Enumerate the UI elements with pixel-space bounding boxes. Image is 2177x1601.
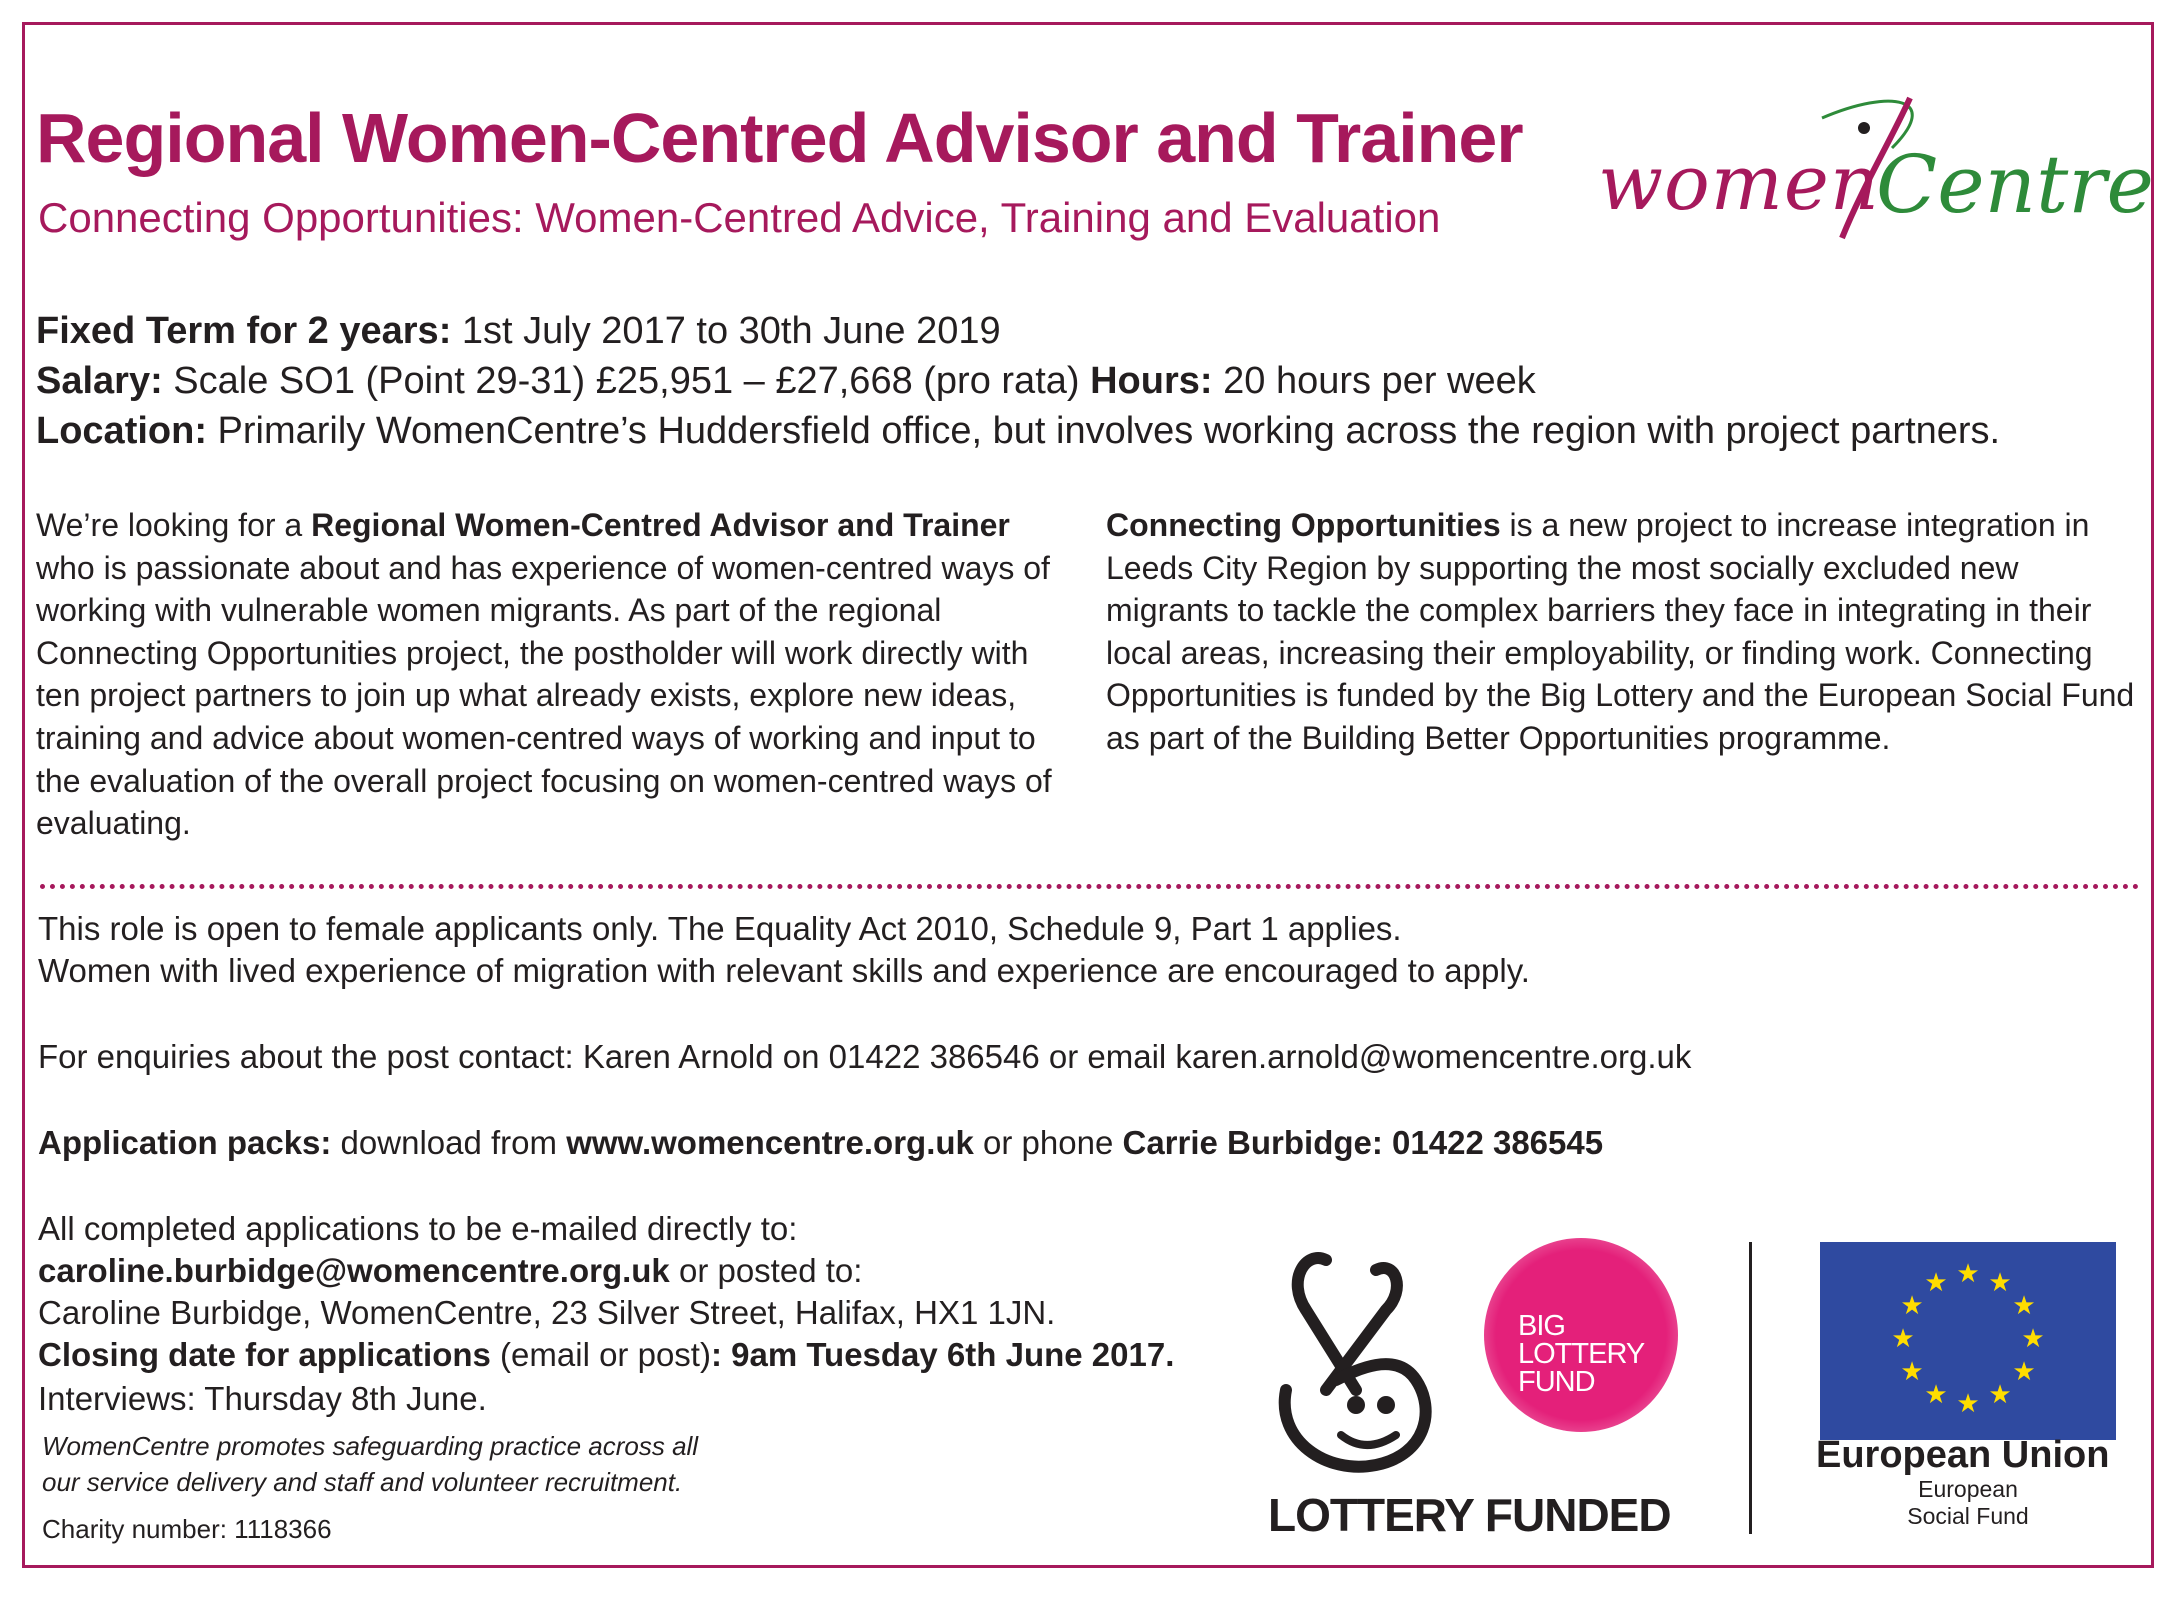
application-download: download from — [331, 1124, 567, 1161]
closing-value: : 9am Tuesday 6th June 2017. — [710, 1336, 1175, 1373]
application-line — [38, 1124, 1603, 1162]
logo-divider — [1749, 1242, 1752, 1534]
left-body: who is passionate about and has experience of women-centred ways of working with vulnerable women migrants. As part of the regional Connecting Opportunities project, the postholder will work directly with ten project partners to join up what already exists, explore new ideas, training and advice about women-centred ways of working and input to the evaluation of the overall project focusing on women-centred ways of evaluating. — [36, 549, 1052, 842]
salary-label: Salary: — [36, 360, 163, 402]
lottery-logo — [1266, 1240, 1446, 1485]
application-phone-text: or phone — [973, 1124, 1123, 1161]
left-column — [36, 504, 1066, 845]
svg-text:★: ★ — [1924, 1380, 1948, 1410]
salary-value: Scale SO1 (Point 29-31) £25,951 – £27,668 (pro rata) — [162, 360, 1091, 402]
location-label: Location: — [36, 410, 207, 452]
submission-email-line — [38, 1252, 862, 1290]
charity-number: Charity number: 1118366 — [42, 1514, 332, 1544]
eu-subtitle — [1820, 1476, 2116, 1530]
big-lottery-fund-text — [1518, 1312, 1644, 1396]
website-link[interactable]: www.womencentre.org.uk — [566, 1124, 974, 1161]
eu-sub-line-2: Social Fund — [1907, 1503, 2029, 1529]
eu-flag — [1820, 1242, 2116, 1440]
location-value: Primarily WomenCentre’s Huddersfield office, but involves working across the region with project partners. — [206, 410, 2001, 452]
eu-sub-line-1: European — [1918, 1476, 2018, 1502]
svg-text:★: ★ — [2012, 1291, 2036, 1321]
page-title: Regional Women-Centred Advisor and Trainer — [36, 99, 1523, 177]
hours-label: Hours: — [1090, 360, 1213, 402]
application-contact: Carrie Burbidge: 01422 386545 — [1122, 1124, 1604, 1161]
logo-centre-text: Centre — [1876, 138, 2154, 231]
big-line-1: BIG — [1518, 1310, 1565, 1342]
svg-text:★: ★ — [1956, 1389, 1980, 1419]
hours-value: 20 hours per week — [1212, 360, 1536, 402]
lottery-funded-text: LOTTERY FUNDED — [1268, 1489, 1671, 1541]
application-label: Application packs: — [38, 1124, 332, 1161]
left-role-bold: Regional Women-Centred Advisor and Trainer — [311, 507, 1010, 543]
term-value: 1st July 2017 to 30th June 2019 — [451, 310, 1001, 352]
interviews-line: Interviews: Thursday 8th June. — [38, 1380, 487, 1417]
svg-text:★: ★ — [1924, 1268, 1948, 1298]
right-project-bold: Connecting Opportunities — [1106, 507, 1501, 543]
crossed-fingers-icon — [1266, 1240, 1446, 1480]
svg-text:★: ★ — [1891, 1324, 1915, 1354]
safeguarding-line-1: WomenCentre promotes safeguarding practice across all — [42, 1431, 699, 1461]
enquiries-line: For enquiries about the post contact: Karen Arnold on 01422 386546 or email karen.arnold@womencentre.org.uk — [38, 1038, 1692, 1075]
svg-text:★: ★ — [1900, 1291, 1924, 1321]
svg-text:★: ★ — [2021, 1324, 2045, 1354]
submission-posted: or posted to: — [669, 1252, 863, 1289]
svg-text:★: ★ — [1900, 1357, 1924, 1387]
closing-mid: (email or post) — [490, 1336, 711, 1373]
svg-text:★: ★ — [2012, 1357, 2036, 1387]
svg-text:★: ★ — [1956, 1259, 1980, 1289]
closing-date-line — [38, 1336, 1174, 1374]
big-line-3: FUND — [1518, 1366, 1595, 1398]
big-line-2: LOTTERY — [1518, 1338, 1645, 1370]
left-intro: We’re looking for a — [36, 507, 312, 543]
eligibility-line-1: This role is open to female applicants only. The Equality Act 2010, Schedule 9, Part 1 applies. — [38, 910, 1402, 947]
right-body: is a new project to increase integration in Leeds City Region by supporting the most socially excluded new migrants to tackle the complex barriers they face in integrating in their local areas, increasing their employability, or finding work. Connecting Opportunities is funded by the Big Lottery and the European Social Fund as part of the Building Better Opportunities programme. — [1106, 507, 2135, 756]
safeguarding-note — [42, 1428, 698, 1500]
eligibility-line-2: Women with lived experience of migration with relevant skills and experience are encouraged to apply. — [38, 952, 1530, 989]
salary-line — [36, 360, 1536, 403]
closing-label: Closing date for applications — [38, 1336, 491, 1373]
safeguarding-line-2: our service delivery and staff and volunteer recruitment. — [42, 1467, 683, 1497]
location-line — [36, 410, 2000, 453]
submission-line-1: All completed applications to be e-mailed directly to: — [38, 1210, 798, 1247]
page-subtitle: Connecting Opportunities: Women-Centred Advice, Training and Evaluation — [38, 194, 1441, 241]
eu-title: European Union — [1816, 1434, 2110, 1476]
submission-address: Caroline Burbidge, WomenCentre, 23 Silver Street, Halifax, HX1 1JN. — [38, 1294, 1056, 1331]
svg-text:★: ★ — [1988, 1268, 2012, 1298]
logo-women-text: women — [1598, 138, 1880, 227]
dotted-divider — [40, 884, 2140, 889]
right-column — [1106, 504, 2146, 760]
submission-email-link[interactable]: caroline.burbidge@womencentre.org.uk — [38, 1252, 670, 1289]
svg-text:★: ★ — [1988, 1380, 2012, 1410]
term-label: Fixed Term for 2 years: — [36, 310, 452, 352]
eu-stars-icon — [1820, 1242, 2116, 1440]
term-line — [36, 310, 1001, 353]
